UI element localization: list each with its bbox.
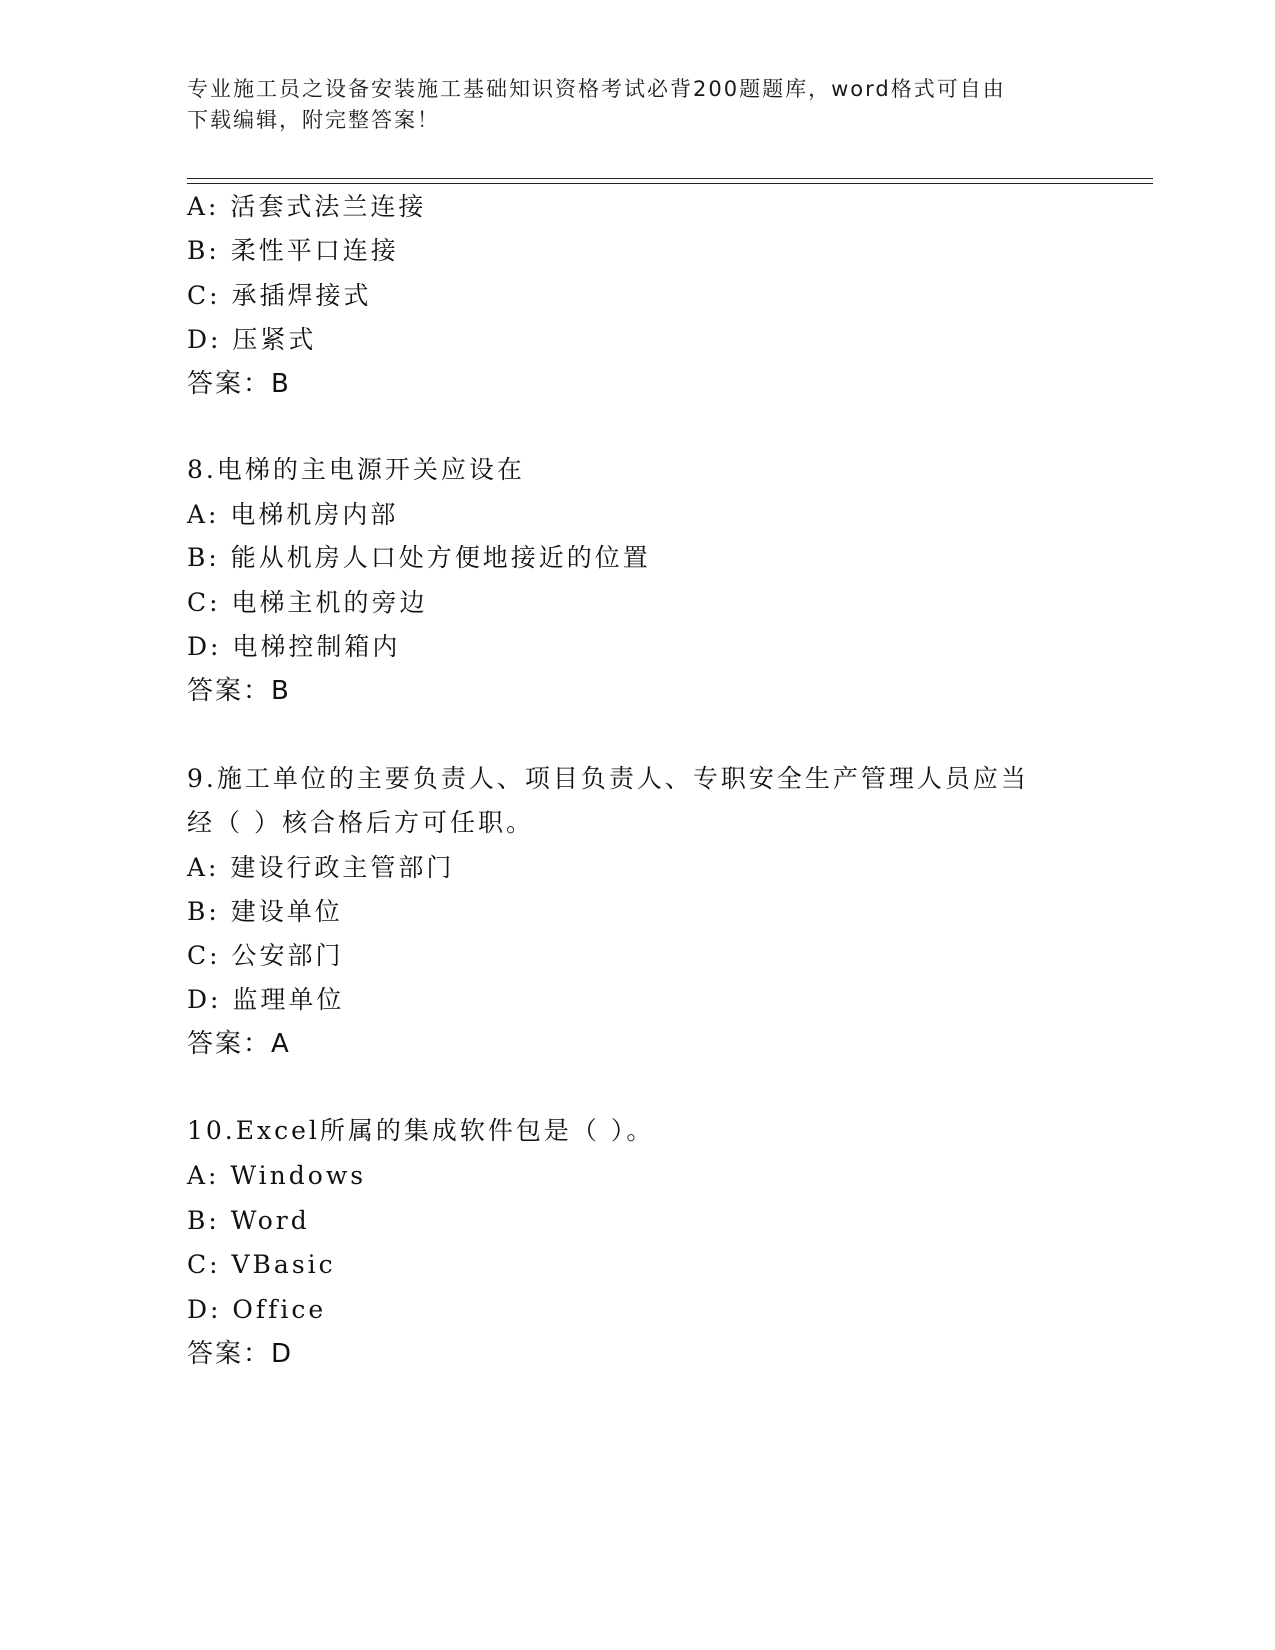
question-8: 8.电梯的主电源开关应设在 xyxy=(187,455,525,484)
option-c: C: VBasic xyxy=(187,1250,336,1279)
answer: 答案：B xyxy=(187,369,291,399)
question-10: 10.Excel所属的集成软件包是（ ）。 xyxy=(187,1116,655,1145)
header-title-line-2: 下载编辑，附完整答案！ xyxy=(187,108,440,132)
option-b: B: 柔性平口连接 xyxy=(187,236,399,265)
option-c: C: 电梯主机的旁边 xyxy=(187,588,428,617)
document-header xyxy=(187,74,1067,136)
answer: 答案：B xyxy=(187,676,291,706)
option-b: B: 建设单位 xyxy=(187,897,343,926)
answer: 答案：A xyxy=(187,1029,291,1059)
option-b: B: 能从机房人口处方便地接近的位置 xyxy=(187,543,651,572)
option-a: A: Windows xyxy=(187,1161,367,1190)
option-a: A: 活套式法兰连接 xyxy=(187,192,427,221)
header-divider-top xyxy=(187,178,1153,179)
header-title-line-1: 专业施工员之设备安装施工基础知识资格考试必背200题题库，word格式可自由 xyxy=(187,77,1006,101)
option-c: C: 承插焊接式 xyxy=(187,281,372,310)
option-b: B: Word xyxy=(187,1206,310,1235)
question-9-line-2: 经（ ）核合格后方可任职。 xyxy=(187,808,534,837)
option-d: D: 压紧式 xyxy=(187,325,317,354)
option-d: D: 监理单位 xyxy=(187,985,345,1014)
question-9-line-1: 9.施工单位的主要负责人、项目负责人、专职安全生产管理人员应当 xyxy=(187,764,1029,793)
option-a: A: 建设行政主管部门 xyxy=(187,853,455,882)
answer: 答案：D xyxy=(187,1339,294,1369)
option-d: D: 电梯控制箱内 xyxy=(187,632,401,661)
header-divider-bottom xyxy=(187,183,1153,184)
option-c: C: 公安部门 xyxy=(187,941,344,970)
option-a: A: 电梯机房内部 xyxy=(187,500,399,529)
option-d: D: Office xyxy=(187,1295,327,1324)
